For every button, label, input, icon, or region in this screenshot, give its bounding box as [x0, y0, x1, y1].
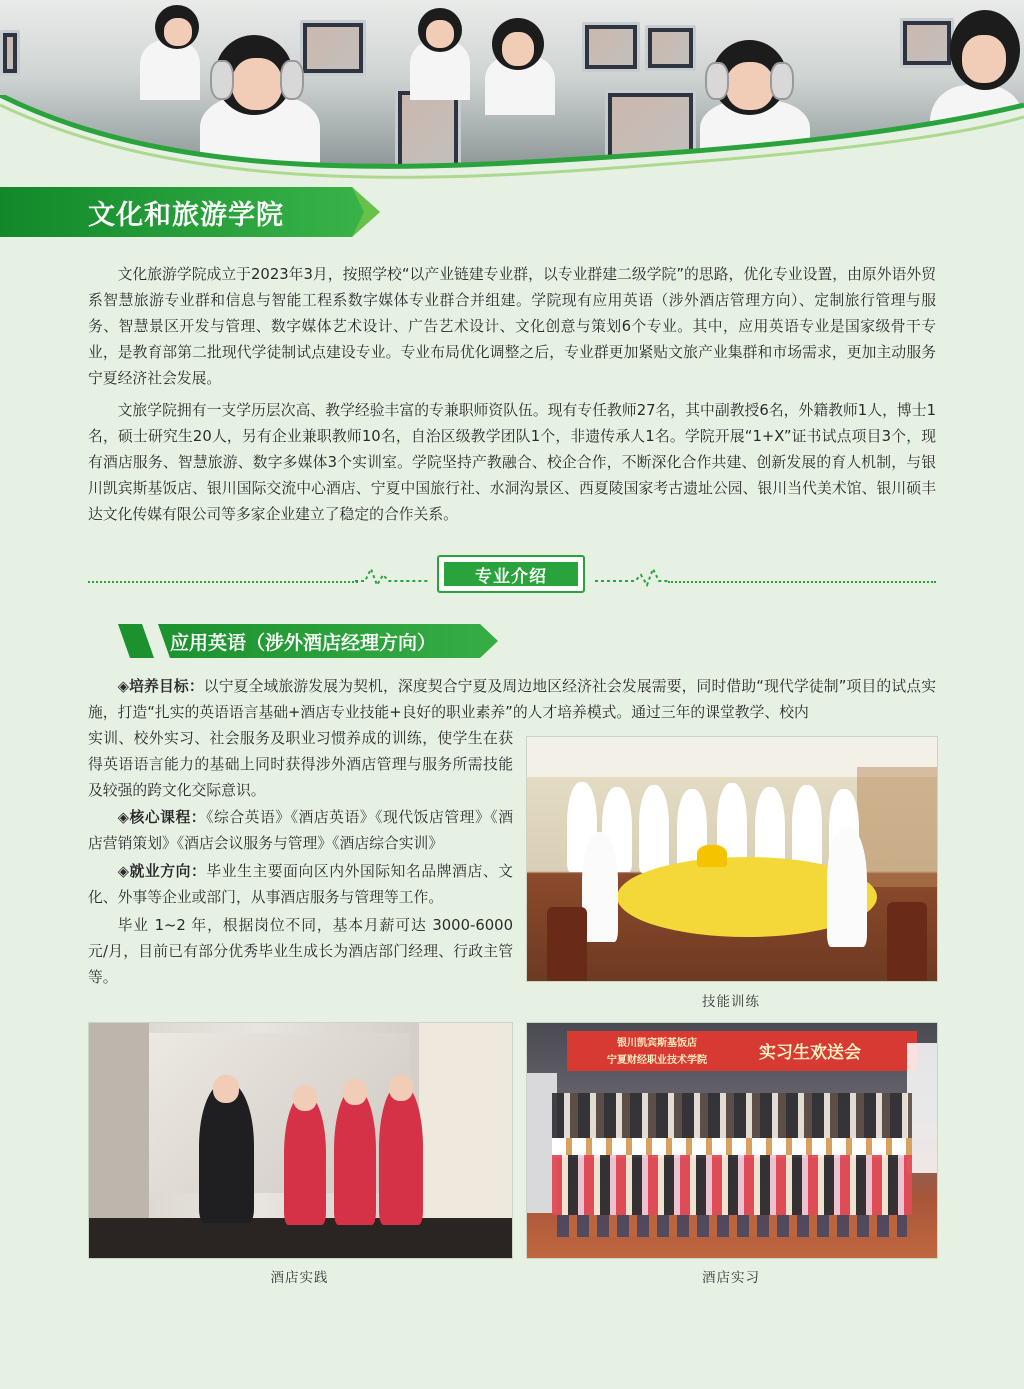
salary-paragraph: 毕业 1~2 年，根据岗位不同，基本月薪可达 3000-6000元/月，目前已有部分优秀毕业生成长为酒店部门经理、行政主管等。 [88, 917, 513, 986]
intro-paragraph-1: 文化旅游学院成立于2023年3月，按照学校“以产业链建专业群，以专业群建二级学院”的思路，优化专业设置，由原外语外贸系智慧旅游专业群和信息与智能工程系数字媒体专业群合并组建。学院现有应用英语（涉外酒店管理方向）、定制旅行管理与服务、智慧景区开发与管理、数字媒体艺术设计、广告艺术设计、文化创意与策划6个专业。其中，应用英语专业是国家级骨干专业，是教育部第二批现代学徒制试点建设专业。专业布局优化调整之后，专业群更加紧贴文旅产业集群和市场需求，更加主动服务宁夏经济社会发展。 [88, 266, 936, 387]
training-goal-text: 以宁夏全域旅游发展为契机，深度契合宁夏及周边地区经济社会发展需要，同时借助“现代学徒制”项目的试点实施，打造“扎实的英语语言基础+酒店专业技能+良好的职业素养”的人才培养模式。通过三年的课堂教学、校内 [88, 678, 936, 721]
intro-paragraph-2: 文旅学院拥有一支学历层次高、教学经验丰富的专兼职师资队伍。现有专任教师27名，其中副教授6名，外籍教师1人，博士1名，硕士研究生20人，另有企业兼职教师10名，自治区级教学团队1个，非遗传承人1名。学院开展“1+X”证书试点项目3个，现有酒店服务、智慧旅游、数字多媒体3个实训室。学院坚持产教融合、校企合作，不断深化合作共建、创新发展的育人机制，与银川凯宾斯基饭店、银川国际交流中心酒店、宁夏中国旅行社、水洞沟景区、西夏陵国家考古遗址公园、银川当代美术馆、银川硕丰达文化传媒有限公司等多家企业建立了稳定的合作关系。 [88, 402, 936, 523]
caption-hotel-practice: 酒店实践 [270, 1270, 329, 1286]
training-goal-paragraph [88, 674, 936, 726]
divider-left-line [88, 581, 358, 583]
training-goal-continued: 实训、校外实习、社会服务及职业习惯养成的训练，使学生在获得英语语言能力的基础上同时获得涉外酒店管理与服务所需技能及较强的跨文化交际意识。 [88, 730, 513, 799]
photo-hotel-internship [526, 1022, 938, 1259]
divider-right-line [668, 581, 936, 583]
banner-title: 实习生欢送会 [759, 1043, 861, 1063]
divider-left-wave [355, 565, 430, 589]
photo-skill-training [526, 736, 938, 982]
divider-right-wave [595, 565, 670, 589]
caption-hotel-internship: 酒店实习 [702, 1270, 760, 1286]
core-courses-text: 《综合英语》《酒店英语》《现代饭店管理》《酒店营销策划》《酒店会议服务与管理》《酒店综合实训》 [88, 809, 513, 852]
major-title: 应用英语（涉外酒店经理方向） [170, 632, 437, 654]
banner-line-2: 宁夏财经职业技术学院 [607, 1055, 707, 1066]
core-courses-label: ◈核心课程： [117, 809, 207, 826]
page-title: 文化和旅游学院 [88, 200, 284, 231]
photo-hotel-practice [88, 1022, 513, 1259]
caption-skill-training: 技能训练 [702, 994, 760, 1010]
career-text: 毕业生主要面向区内外国际知名品牌酒店、文化、外事等企业或部门，从事酒店服务与管理等工作。 [88, 863, 513, 906]
section-tag [437, 555, 585, 593]
career-label: ◈就业方向： [117, 863, 207, 880]
banner-line-1: 银川凯宾斯基饭店 [617, 1038, 697, 1049]
training-goal-label: ◈培养目标： [117, 678, 204, 695]
farewell-banner [567, 1031, 917, 1071]
section-tag-label: 专业介绍 [444, 562, 578, 586]
career-paragraph [88, 859, 513, 911]
core-courses-paragraph [88, 805, 513, 857]
